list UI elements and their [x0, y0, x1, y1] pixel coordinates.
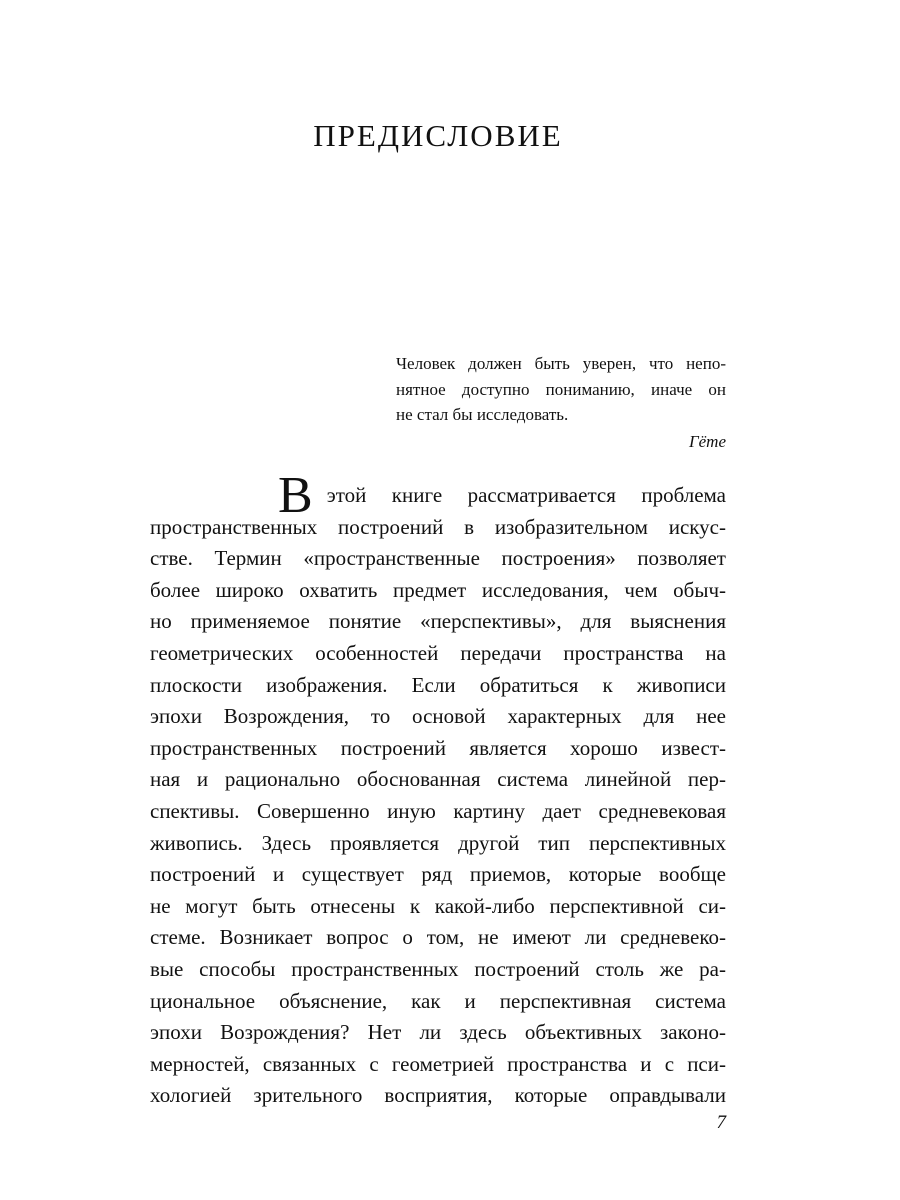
epigraph-line: нятное доступно пониманию, иначе он: [396, 379, 726, 399]
epigraph: [396, 351, 726, 454]
body-line: пространственных построений является хорошо извест-: [150, 735, 726, 760]
body-line: но применяемое понятие «перспективы», для выяснения: [150, 609, 726, 634]
epigraph-author: Гёте: [688, 431, 726, 451]
body-line: мерностей, связанных с геометрией пространства и с пси-: [150, 1051, 726, 1076]
epigraph-line: не стал бы исследовать.: [396, 405, 569, 424]
epigraph-line: Человек должен быть уверен, что непо-: [396, 354, 726, 373]
body-line: стве. Термин «пространственные построения» позволяет: [150, 546, 726, 571]
body-line: эпохи Возрождения? Нет ли здесь объективных законо-: [150, 1020, 726, 1045]
body-line: не могут быть отнесены к какой-либо перспективной си-: [150, 893, 726, 918]
body-line: пространственных построений в изобразительном искус-: [150, 514, 726, 539]
first-line-text: этой книге рассматривается проблема: [326, 483, 726, 507]
body-line: построений и существует ряд приемов, которые вообще: [150, 862, 726, 887]
body-line: более широко охватить предмет исследования, чем обыч-: [150, 577, 726, 602]
body-line: циональное объяснение, как и перспективная система: [150, 988, 726, 1013]
chapter-title: ПРЕДИСЛОВИЕ: [313, 118, 563, 153]
body-line: хологией зрительного восприятия, которые оправдывали: [150, 1083, 726, 1108]
body-line: живопись. Здесь проявляется другой тип перспективных: [150, 830, 726, 855]
drop-cap: В: [278, 466, 313, 524]
body-line: плоскости изображения. Если обратиться к живописи: [150, 672, 726, 697]
body-line: ная и рационально обоснованная система линейной пер-: [150, 767, 726, 792]
body-line: геометрических особенностей передачи пространства на: [150, 640, 726, 665]
body-text: [150, 466, 726, 1112]
first-line: [150, 466, 726, 524]
body-line: вые способы пространственных построений столь же ра-: [150, 956, 726, 981]
body-line: стеме. Возникает вопрос о том, не имеют ли средневеко-: [150, 925, 726, 950]
body-line: спективы. Совершенно иную картину дает средневековая: [150, 798, 726, 823]
body-line: эпохи Возрождения, то основой характерных для нее: [150, 704, 726, 729]
page-number: 7: [716, 1112, 726, 1133]
